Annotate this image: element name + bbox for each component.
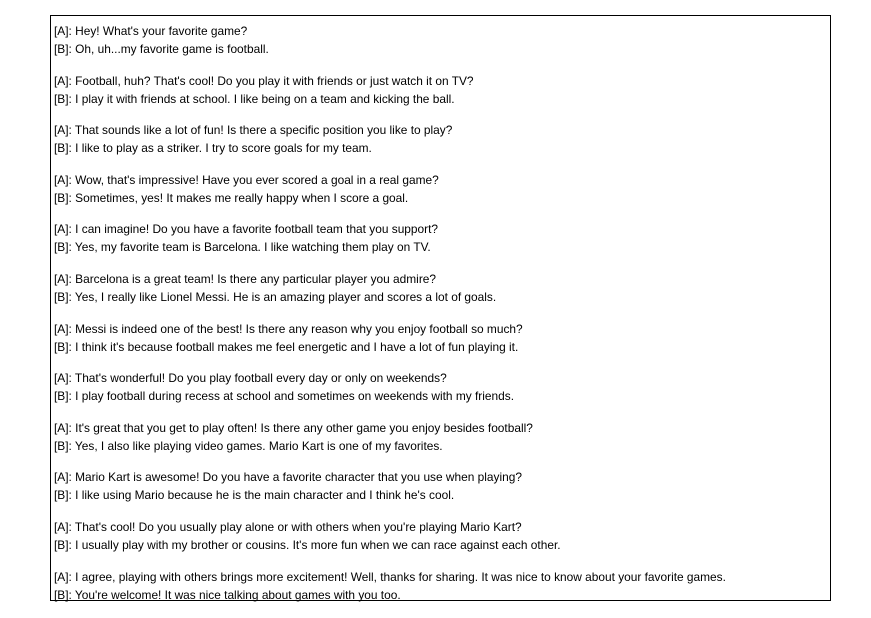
speaker-b-line: [B]: Yes, my favorite team is Barcelona. I like watching them play on TV.: [54, 240, 431, 255]
speaker-b-line: [B]: Yes, I also like playing video games. Mario Kart is one of my favorites.: [54, 438, 443, 453]
speaker-b-line: [B]: I usually play with my brother or cousins. It's more fun when we can race against each other.: [54, 537, 561, 552]
speaker-a-line: [A]: I agree, playing with others brings more excitement! Well, thanks for sharing. It was nice to know about your favorite games.: [54, 569, 726, 584]
exchange-3: [54, 121, 830, 157]
speaker-b-line: [B]: Yes, I really like Lionel Messi. He is an amazing player and scores a lot of goals.: [54, 289, 497, 304]
speaker-b-line: [B]: Sometimes, yes! It makes me really happy when I score a goal.: [54, 190, 409, 205]
exchange-2: [54, 72, 830, 108]
exchange-7: [54, 320, 830, 356]
exchange-4: [54, 171, 830, 207]
speaker-a-line: [A]: That's wonderful! Do you play football every day or only on weekends?: [54, 371, 447, 386]
speaker-a-line: [A]: It's great that you get to play often! Is there any other game you enjoy besides football?: [54, 420, 533, 435]
speaker-a-line: [A]: Wow, that's impressive! Have you ever scored a goal in a real game?: [54, 172, 439, 187]
speaker-b-line: [B]: I play football during recess at school and sometimes on weekends with my friends.: [54, 389, 514, 404]
speaker-a-line: [A]: That's cool! Do you usually play alone or with others when you're playing Mario Kart?: [54, 519, 522, 534]
exchange-6: [54, 270, 830, 306]
speaker-b-line: [B]: I like to play as a striker. I try to score goals for my team.: [54, 141, 372, 156]
speaker-b-line: [B]: I like using Mario because he is the main character and I think he's cool.: [54, 488, 455, 503]
speaker-a-line: [A]: Hey! What's your favorite game?: [54, 24, 248, 38]
speaker-a-line: [A]: That sounds like a lot of fun! Is there a specific position you like to play?: [54, 123, 453, 138]
speaker-a-line: [A]: Messi is indeed one of the best! Is there any reason why you enjoy football so much?: [54, 321, 523, 336]
exchange-1: [54, 22, 830, 58]
exchange-11: [54, 518, 830, 554]
exchange-9: [54, 419, 830, 455]
speaker-b-line: [B]: I think it's because football makes me feel energetic and I have a lot of fun playing it.: [54, 339, 519, 354]
speaker-a-line: [A]: Barcelona is a great team! Is there any particular player you admire?: [54, 271, 437, 286]
exchange-10: [54, 468, 830, 504]
speaker-b-line: [B]: You're welcome! It was nice talking about games with you too.: [54, 587, 401, 602]
speaker-a-line: [A]: Football, huh? That's cool! Do you play it with friends or just watch it on TV?: [54, 73, 474, 88]
exchange-12: [54, 568, 830, 604]
speaker-a-line: [A]: Mario Kart is awesome! Do you have a favorite character that you use when playing?: [54, 470, 522, 485]
speaker-b-line: [B]: I play it with friends at school. I like being on a team and kicking the ball.: [54, 91, 455, 106]
dialogue-box: [50, 15, 831, 601]
speaker-b-line: [B]: Oh, uh...my favorite game is football.: [54, 42, 269, 56]
speaker-a-line: [A]: I can imagine! Do you have a favorite football team that you support?: [54, 222, 439, 237]
exchange-8: [54, 369, 830, 405]
exchange-5: [54, 220, 830, 256]
